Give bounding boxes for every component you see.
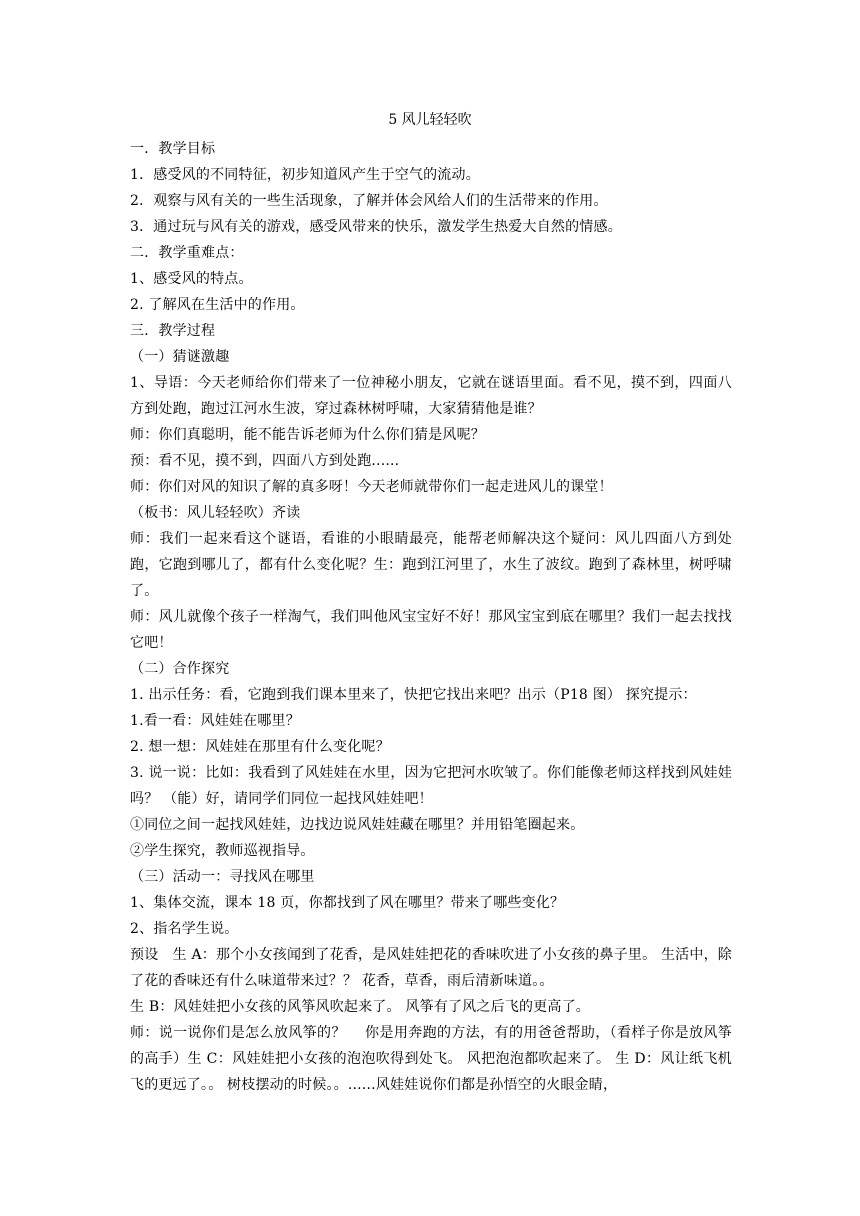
document-body — [130, 136, 732, 1098]
document-title: 5 风儿轻轻吹 — [388, 112, 472, 128]
paragraph: 1.看一看：风娃娃在哪里？ — [130, 713, 300, 729]
section-heading-key-points: 二．教学重难点： — [130, 245, 244, 261]
paragraph: 师：你们真聪明，能不能告诉老师为什么你们猜是风呢？ — [130, 427, 485, 443]
paragraph: 预：看不见，摸不到，四面八方到处跑...... — [130, 453, 400, 469]
paragraph: 师：我们一起来看这个谜语，看谁的小眼睛最亮，能帮老师解决这个疑问：风儿四面八方到处跑，它跑到哪儿了，都有什么变化呢？生：跑到江河里了，水生了波纹。跑到了森林里，树呼啸了。 — [130, 531, 732, 599]
subsection-heading: （三）活动一：寻找风在哪里 — [130, 869, 315, 885]
paragraph: 3．通过玩与风有关的游戏，感受风带来的快乐，激发学生热爱大自然的情感。 — [130, 219, 622, 235]
paragraph: 1、集体交流，课本 18 页，你都找到了风在哪里？带来了哪些变化？ — [130, 895, 565, 911]
paragraph: 1．感受风的不同特征，初步知道风产生于空气的流动。 — [130, 167, 480, 183]
paragraph: 1、感受风的特点。 — [130, 271, 253, 287]
paragraph: 2．观察与风有关的一些生活现象，了解并体会风给人们的生活带来的作用。 — [130, 193, 608, 209]
paragraph: 2、指名学生说。 — [130, 921, 239, 937]
paragraph: 生 B：风娃娃把小女孩的风筝风吹起来了。 风筝有了风之后飞的更高了。 — [130, 999, 590, 1015]
section-heading-process: 三．教学过程 — [130, 323, 216, 339]
subsection-heading: （一）猜谜激趣 — [130, 349, 230, 365]
paragraph: 3. 说一说：比如：我看到了风娃娃在水里，因为它把河水吹皱了。你们能像老师这样找到风娃娃吗？ （能）好，请同学们同位一起找风娃娃吧！ — [130, 765, 732, 807]
paragraph: （板书：风儿轻轻吹）齐读 — [130, 505, 301, 521]
paragraph: 1、导语：今天老师给你们带来了一位神秘小朋友，它就在谜语里面。看不见，摸不到，四面八方到处跑，跑过江河水生波，穿过森林树呼啸，大家猜猜他是谁？ — [130, 375, 732, 417]
paragraph: 预设 生 A：那个小女孩闻到了花香，是风娃娃把花的香味吹进了小女孩的鼻子里。 生活中，除了花的香味还有什么味道带来过？？ 花香，草香，雨后清新味道。。 — [130, 947, 732, 989]
paragraph: 师：说一说你们是怎么放风筝的？ 你是用奔跑的方法，有的用爸爸帮助，（看样子你是放风筝的高手）生 C：风娃娃把小女孩的泡泡吹得到处飞。 风把泡泡都吹起来了。 生 D：风让纸飞机飞的更远了。。 树枝摆动的时候。。......风娃娃说你们都是孙悟空的火眼金睛， — [130, 1025, 732, 1093]
paragraph: 2. 了解风在生活中的作用。 — [130, 297, 305, 313]
paragraph: 师：风儿就像个孩子一样淘气，我们叫他风宝宝好不好！那风宝宝到底在哪里？我们一起去找找它吧！ — [130, 609, 732, 651]
paragraph: 1. 出示任务：看，它跑到我们课本里来了，快把它找出来吧？出示（P18 图） 探究提示： — [130, 687, 697, 703]
section-heading-objectives: 一．教学目标 — [130, 141, 216, 157]
paragraph: 师：你们对风的知识了解的真多呀！今天老师就带你们一起走进风儿的课堂！ — [130, 479, 613, 495]
subsection-heading: （二）合作探究 — [130, 661, 230, 677]
paragraph: 2. 想一想：风娃娃在那里有什么变化呢？ — [130, 739, 390, 755]
paragraph: ②学生探究，教师巡视指导。 — [130, 843, 315, 859]
paragraph: ①同位之间一起找风娃娃，边找边说风娃娃藏在哪里？并用铅笔圈起来。 — [130, 817, 585, 833]
